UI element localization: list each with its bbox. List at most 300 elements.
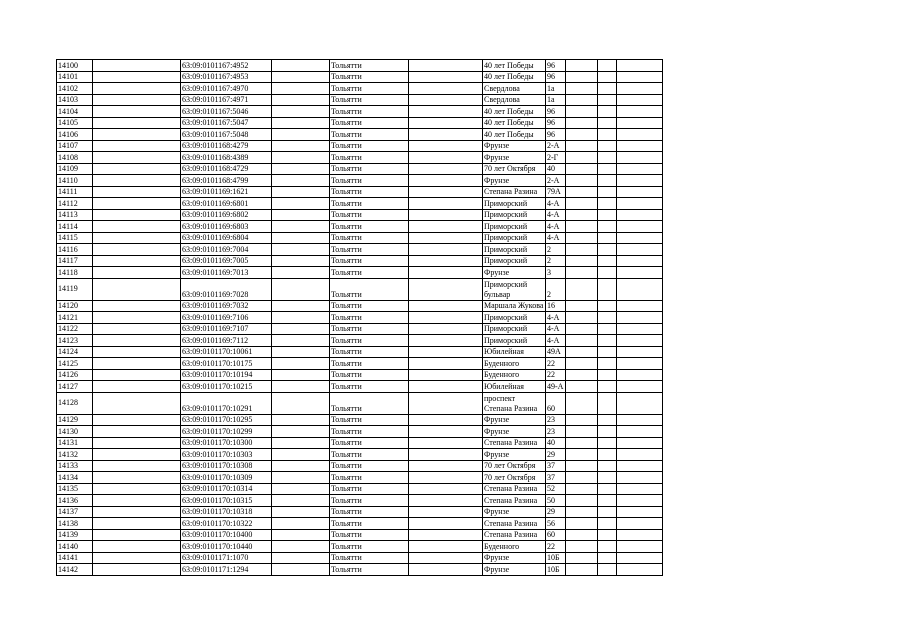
empty-cell bbox=[598, 495, 617, 507]
empty-cell bbox=[409, 437, 483, 449]
house-number-cell: 2 bbox=[546, 244, 566, 256]
row-number-cell: 14138 bbox=[57, 518, 93, 530]
table-row bbox=[57, 346, 663, 358]
cadastral-number-cell: 63:09:0101170:10299 bbox=[181, 426, 272, 438]
street-cell: Юбилейная bbox=[483, 346, 546, 358]
empty-cell bbox=[598, 83, 617, 95]
empty-cell bbox=[598, 541, 617, 553]
row-number-cell: 14117 bbox=[57, 255, 93, 267]
row-number-cell: 14102 bbox=[57, 83, 93, 95]
house-number-cell: 29 bbox=[546, 506, 566, 518]
empty-cell bbox=[617, 106, 663, 118]
row-number-cell: 14116 bbox=[57, 244, 93, 256]
row-number-cell: 14136 bbox=[57, 495, 93, 507]
empty-cell bbox=[598, 106, 617, 118]
empty-cell bbox=[272, 564, 330, 576]
empty-cell bbox=[566, 369, 598, 381]
empty-cell bbox=[598, 506, 617, 518]
empty-cell bbox=[617, 300, 663, 312]
empty-cell bbox=[93, 346, 181, 358]
row-number-cell: 14105 bbox=[57, 117, 93, 129]
city-cell: Тольятти bbox=[330, 209, 409, 221]
empty-cell bbox=[93, 460, 181, 472]
street-cell: Фрунзе bbox=[483, 564, 546, 576]
empty-cell bbox=[272, 495, 330, 507]
empty-cell bbox=[93, 300, 181, 312]
empty-cell bbox=[617, 552, 663, 564]
table-row bbox=[57, 358, 663, 370]
cadastral-number-cell: 63:09:0101170:10308 bbox=[181, 460, 272, 472]
table-row bbox=[57, 83, 663, 95]
empty-cell bbox=[566, 106, 598, 118]
empty-cell bbox=[617, 381, 663, 393]
cadastral-number-cell: 63:09:0101169:7004 bbox=[181, 244, 272, 256]
empty-cell bbox=[93, 221, 181, 233]
street-cell: проспект Степана Разина bbox=[483, 392, 546, 414]
cadastral-number-cell: 63:09:0101167:5046 bbox=[181, 106, 272, 118]
empty-cell bbox=[93, 186, 181, 198]
street-cell: 40 лет Победы bbox=[483, 71, 546, 83]
empty-cell bbox=[598, 312, 617, 324]
street-cell: Степана Разина bbox=[483, 437, 546, 449]
house-number-cell: 96 bbox=[546, 106, 566, 118]
empty-cell bbox=[93, 152, 181, 164]
empty-cell bbox=[272, 358, 330, 370]
cadastral-number-cell: 63:09:0101171:1070 bbox=[181, 552, 272, 564]
city-cell: Тольятти bbox=[330, 506, 409, 518]
city-cell: Тольятти bbox=[330, 472, 409, 484]
empty-cell bbox=[598, 335, 617, 347]
cadastral-number-cell: 63:09:0101168:4729 bbox=[181, 163, 272, 175]
empty-cell bbox=[93, 278, 181, 300]
empty-cell bbox=[409, 518, 483, 530]
table-row bbox=[57, 94, 663, 106]
cadastral-number-cell: 63:09:0101167:5047 bbox=[181, 117, 272, 129]
empty-cell bbox=[566, 392, 598, 414]
empty-cell bbox=[272, 460, 330, 472]
table-row bbox=[57, 426, 663, 438]
row-number-cell: 14134 bbox=[57, 472, 93, 484]
empty-cell bbox=[93, 117, 181, 129]
row-number-cell: 14135 bbox=[57, 483, 93, 495]
city-cell: Тольятти bbox=[330, 518, 409, 530]
empty-cell bbox=[617, 255, 663, 267]
empty-cell bbox=[93, 541, 181, 553]
city-cell: Тольятти bbox=[330, 483, 409, 495]
empty-cell bbox=[566, 175, 598, 187]
empty-cell bbox=[598, 346, 617, 358]
empty-cell bbox=[409, 255, 483, 267]
empty-cell bbox=[93, 335, 181, 347]
empty-cell bbox=[598, 449, 617, 461]
empty-cell bbox=[617, 323, 663, 335]
house-number-cell: 37 bbox=[546, 472, 566, 484]
table-row bbox=[57, 278, 663, 300]
empty-cell bbox=[409, 267, 483, 279]
empty-cell bbox=[93, 94, 181, 106]
street-cell: Фрунзе bbox=[483, 414, 546, 426]
house-number-cell: 60 bbox=[546, 529, 566, 541]
empty-cell bbox=[272, 94, 330, 106]
house-number-cell: 49А bbox=[546, 346, 566, 358]
empty-cell bbox=[93, 518, 181, 530]
empty-cell bbox=[598, 483, 617, 495]
empty-cell bbox=[409, 564, 483, 576]
street-cell: Фрунзе bbox=[483, 267, 546, 279]
empty-cell bbox=[598, 460, 617, 472]
row-number-cell: 14111 bbox=[57, 186, 93, 198]
empty-cell bbox=[598, 426, 617, 438]
table-row bbox=[57, 472, 663, 484]
empty-cell bbox=[617, 209, 663, 221]
street-cell: 70 лет Октября bbox=[483, 460, 546, 472]
empty-cell bbox=[272, 163, 330, 175]
cadastral-number-cell: 63:09:0101170:10315 bbox=[181, 495, 272, 507]
row-number-cell: 14113 bbox=[57, 209, 93, 221]
city-cell: Тольятти bbox=[330, 117, 409, 129]
empty-cell bbox=[93, 71, 181, 83]
city-cell: Тольятти bbox=[330, 495, 409, 507]
table-row bbox=[57, 221, 663, 233]
empty-cell bbox=[566, 449, 598, 461]
row-number-cell: 14127 bbox=[57, 381, 93, 393]
empty-cell bbox=[272, 175, 330, 187]
city-cell: Тольятти bbox=[330, 346, 409, 358]
empty-cell bbox=[272, 369, 330, 381]
empty-cell bbox=[617, 117, 663, 129]
cadastral-number-cell: 63:09:0101170:10440 bbox=[181, 541, 272, 553]
empty-cell bbox=[93, 209, 181, 221]
empty-cell bbox=[566, 312, 598, 324]
table-row bbox=[57, 518, 663, 530]
empty-cell bbox=[617, 129, 663, 141]
city-cell: Тольятти bbox=[330, 71, 409, 83]
empty-cell bbox=[617, 426, 663, 438]
cadastral-number-cell: 63:09:0101170:10295 bbox=[181, 414, 272, 426]
empty-cell bbox=[409, 140, 483, 152]
table-row bbox=[57, 71, 663, 83]
cadastral-number-cell: 63:09:0101168:4389 bbox=[181, 152, 272, 164]
empty-cell bbox=[409, 152, 483, 164]
city-cell: Тольятти bbox=[330, 552, 409, 564]
city-cell: Тольятти bbox=[330, 106, 409, 118]
house-number-cell: 2-А bbox=[546, 140, 566, 152]
row-number-cell: 14139 bbox=[57, 529, 93, 541]
empty-cell bbox=[93, 414, 181, 426]
empty-cell bbox=[93, 312, 181, 324]
street-cell: Приморский bbox=[483, 198, 546, 210]
row-number-cell: 14101 bbox=[57, 71, 93, 83]
table-row bbox=[57, 335, 663, 347]
house-number-cell: 4-А bbox=[546, 323, 566, 335]
table-row bbox=[57, 506, 663, 518]
city-cell: Тольятти bbox=[330, 460, 409, 472]
empty-cell bbox=[617, 60, 663, 72]
table-row bbox=[57, 414, 663, 426]
empty-cell bbox=[566, 152, 598, 164]
cadastral-number-cell: 63:09:0101170:10061 bbox=[181, 346, 272, 358]
street-cell: 40 лет Победы bbox=[483, 129, 546, 141]
empty-cell bbox=[409, 186, 483, 198]
city-cell: Тольятти bbox=[330, 83, 409, 95]
empty-cell bbox=[409, 392, 483, 414]
empty-cell bbox=[272, 529, 330, 541]
empty-cell bbox=[93, 323, 181, 335]
empty-cell bbox=[272, 267, 330, 279]
empty-cell bbox=[617, 71, 663, 83]
table-row bbox=[57, 369, 663, 381]
table-row bbox=[57, 381, 663, 393]
empty-cell bbox=[93, 358, 181, 370]
house-number-cell: 1а bbox=[546, 83, 566, 95]
city-cell: Тольятти bbox=[330, 94, 409, 106]
street-cell: Фрунзе bbox=[483, 152, 546, 164]
empty-cell bbox=[93, 60, 181, 72]
empty-cell bbox=[598, 518, 617, 530]
empty-cell bbox=[617, 94, 663, 106]
house-number-cell: 56 bbox=[546, 518, 566, 530]
empty-cell bbox=[598, 529, 617, 541]
empty-cell bbox=[272, 346, 330, 358]
empty-cell bbox=[566, 518, 598, 530]
empty-cell bbox=[566, 140, 598, 152]
row-number-cell: 14126 bbox=[57, 369, 93, 381]
empty-cell bbox=[409, 117, 483, 129]
empty-cell bbox=[272, 506, 330, 518]
empty-cell bbox=[617, 472, 663, 484]
city-cell: Тольятти bbox=[330, 140, 409, 152]
cadastral-number-cell: 63:09:0101169:7005 bbox=[181, 255, 272, 267]
empty-cell bbox=[566, 244, 598, 256]
empty-cell bbox=[93, 106, 181, 118]
house-number-cell: 52 bbox=[546, 483, 566, 495]
city-cell: Тольятти bbox=[330, 358, 409, 370]
cadastral-number-cell: 63:09:0101170:10215 bbox=[181, 381, 272, 393]
empty-cell bbox=[409, 312, 483, 324]
empty-cell bbox=[409, 506, 483, 518]
empty-cell bbox=[409, 129, 483, 141]
city-cell: Тольятти bbox=[330, 129, 409, 141]
empty-cell bbox=[272, 483, 330, 495]
empty-cell bbox=[617, 186, 663, 198]
city-cell: Тольятти bbox=[330, 175, 409, 187]
street-cell: Приморский bbox=[483, 335, 546, 347]
row-number-cell: 14122 bbox=[57, 323, 93, 335]
empty-cell bbox=[566, 335, 598, 347]
empty-cell bbox=[272, 186, 330, 198]
street-cell: 40 лет Победы bbox=[483, 60, 546, 72]
city-cell: Тольятти bbox=[330, 381, 409, 393]
city-cell: Тольятти bbox=[330, 255, 409, 267]
table-row bbox=[57, 255, 663, 267]
row-number-cell: 14110 bbox=[57, 175, 93, 187]
empty-cell bbox=[617, 449, 663, 461]
street-cell: Степана Разина bbox=[483, 529, 546, 541]
empty-cell bbox=[93, 392, 181, 414]
table-row bbox=[57, 198, 663, 210]
empty-cell bbox=[272, 221, 330, 233]
empty-cell bbox=[566, 552, 598, 564]
empty-cell bbox=[93, 552, 181, 564]
empty-cell bbox=[566, 529, 598, 541]
empty-cell bbox=[617, 392, 663, 414]
cadastral-number-cell: 63:09:0101170:10314 bbox=[181, 483, 272, 495]
empty-cell bbox=[409, 358, 483, 370]
empty-cell bbox=[272, 232, 330, 244]
empty-cell bbox=[566, 483, 598, 495]
table-row bbox=[57, 244, 663, 256]
empty-cell bbox=[598, 278, 617, 300]
empty-cell bbox=[566, 358, 598, 370]
table-row bbox=[57, 175, 663, 187]
empty-cell bbox=[598, 175, 617, 187]
empty-cell bbox=[566, 506, 598, 518]
empty-cell bbox=[617, 541, 663, 553]
empty-cell bbox=[566, 460, 598, 472]
empty-cell bbox=[409, 232, 483, 244]
cadastral-number-cell: 63:09:0101167:5048 bbox=[181, 129, 272, 141]
city-cell: Тольятти bbox=[330, 323, 409, 335]
city-cell: Тольятти bbox=[330, 300, 409, 312]
cadastral-number-cell: 63:09:0101170:10303 bbox=[181, 449, 272, 461]
street-cell: Приморский bbox=[483, 323, 546, 335]
table-row bbox=[57, 129, 663, 141]
empty-cell bbox=[409, 460, 483, 472]
row-number-cell: 14119 bbox=[57, 278, 93, 300]
city-cell: Тольятти bbox=[330, 392, 409, 414]
empty-cell bbox=[598, 255, 617, 267]
cadastral-number-cell: 63:09:0101169:7032 bbox=[181, 300, 272, 312]
empty-cell bbox=[617, 175, 663, 187]
empty-cell bbox=[93, 232, 181, 244]
house-number-cell: 23 bbox=[546, 414, 566, 426]
empty-cell bbox=[272, 426, 330, 438]
house-number-cell: 4-А bbox=[546, 209, 566, 221]
cadastral-number-cell: 63:09:0101167:4971 bbox=[181, 94, 272, 106]
empty-cell bbox=[272, 449, 330, 461]
cadastral-number-cell: 63:09:0101169:1621 bbox=[181, 186, 272, 198]
street-cell: 40 лет Победы bbox=[483, 117, 546, 129]
city-cell: Тольятти bbox=[330, 369, 409, 381]
table-row bbox=[57, 312, 663, 324]
city-cell: Тольятти bbox=[330, 541, 409, 553]
empty-cell bbox=[566, 472, 598, 484]
street-cell: Маршала Жукова bbox=[483, 300, 546, 312]
empty-cell bbox=[409, 60, 483, 72]
empty-cell bbox=[598, 163, 617, 175]
empty-cell bbox=[617, 346, 663, 358]
empty-cell bbox=[93, 83, 181, 95]
row-number-cell: 14112 bbox=[57, 198, 93, 210]
empty-cell bbox=[598, 414, 617, 426]
empty-cell bbox=[566, 198, 598, 210]
empty-cell bbox=[598, 323, 617, 335]
empty-cell bbox=[598, 232, 617, 244]
empty-cell bbox=[272, 60, 330, 72]
empty-cell bbox=[272, 129, 330, 141]
empty-cell bbox=[566, 209, 598, 221]
empty-cell bbox=[272, 437, 330, 449]
empty-cell bbox=[566, 186, 598, 198]
street-cell: Степана Разина bbox=[483, 483, 546, 495]
empty-cell bbox=[272, 198, 330, 210]
empty-cell bbox=[566, 163, 598, 175]
house-number-cell: 1а bbox=[546, 94, 566, 106]
street-cell: Фрунзе bbox=[483, 552, 546, 564]
empty-cell bbox=[272, 414, 330, 426]
street-cell: Буденного bbox=[483, 541, 546, 553]
street-cell: Приморский bbox=[483, 221, 546, 233]
empty-cell bbox=[409, 414, 483, 426]
empty-cell bbox=[566, 60, 598, 72]
empty-cell bbox=[617, 518, 663, 530]
cadastral-number-cell: 63:09:0101169:7028 bbox=[181, 278, 272, 300]
table-row bbox=[57, 564, 663, 576]
city-cell: Тольятти bbox=[330, 414, 409, 426]
empty-cell bbox=[272, 152, 330, 164]
city-cell: Тольятти bbox=[330, 449, 409, 461]
house-number-cell: 96 bbox=[546, 71, 566, 83]
empty-cell bbox=[566, 255, 598, 267]
empty-cell bbox=[93, 483, 181, 495]
street-cell: Фрунзе bbox=[483, 426, 546, 438]
house-number-cell: 37 bbox=[546, 460, 566, 472]
house-number-cell: 49-А bbox=[546, 381, 566, 393]
empty-cell bbox=[598, 552, 617, 564]
house-number-cell: 40 bbox=[546, 437, 566, 449]
cadastral-number-cell: 63:09:0101167:4952 bbox=[181, 60, 272, 72]
cadastral-number-cell: 63:09:0101170:10309 bbox=[181, 472, 272, 484]
empty-cell bbox=[617, 483, 663, 495]
city-cell: Тольятти bbox=[330, 437, 409, 449]
empty-cell bbox=[272, 209, 330, 221]
cadastral-number-cell: 63:09:0101170:10322 bbox=[181, 518, 272, 530]
empty-cell bbox=[617, 414, 663, 426]
street-cell: 70 лет Октября bbox=[483, 163, 546, 175]
street-cell: Степана Разина bbox=[483, 518, 546, 530]
cadastral-number-cell: 63:09:0101168:4279 bbox=[181, 140, 272, 152]
empty-cell bbox=[566, 94, 598, 106]
empty-cell bbox=[409, 278, 483, 300]
empty-cell bbox=[566, 129, 598, 141]
empty-cell bbox=[617, 232, 663, 244]
house-number-cell: 16 bbox=[546, 300, 566, 312]
empty-cell bbox=[93, 426, 181, 438]
row-number-cell: 14109 bbox=[57, 163, 93, 175]
street-cell: Буденного bbox=[483, 369, 546, 381]
empty-cell bbox=[598, 198, 617, 210]
street-cell: Приморский бульвар bbox=[483, 278, 546, 300]
empty-cell bbox=[93, 369, 181, 381]
row-number-cell: 14123 bbox=[57, 335, 93, 347]
street-cell: Приморский bbox=[483, 312, 546, 324]
cadastral-number-cell: 63:09:0101169:6802 bbox=[181, 209, 272, 221]
empty-cell bbox=[93, 129, 181, 141]
empty-cell bbox=[566, 541, 598, 553]
empty-cell bbox=[617, 278, 663, 300]
empty-cell bbox=[566, 437, 598, 449]
house-number-cell: 2 bbox=[546, 255, 566, 267]
empty-cell bbox=[93, 163, 181, 175]
empty-cell bbox=[93, 472, 181, 484]
empty-cell bbox=[272, 106, 330, 118]
table-row bbox=[57, 552, 663, 564]
city-cell: Тольятти bbox=[330, 152, 409, 164]
row-number-cell: 14125 bbox=[57, 358, 93, 370]
city-cell: Тольятти bbox=[330, 244, 409, 256]
empty-cell bbox=[566, 232, 598, 244]
row-number-cell: 14133 bbox=[57, 460, 93, 472]
